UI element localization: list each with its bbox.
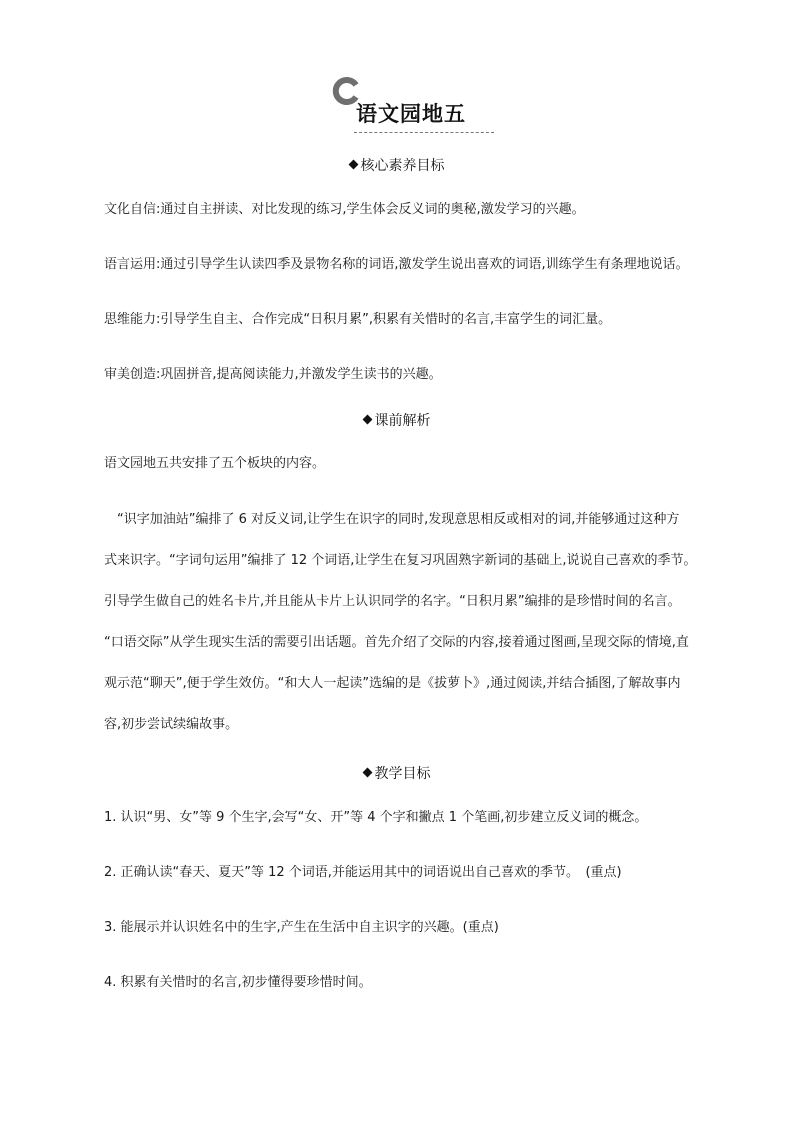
- section-heading-objectives: [0, 763, 794, 783]
- objective-item: 2. 正确认读“春天、夏天”等 12 个词语,并能运用其中的词语说出自己喜欢的季节。 (重点): [104, 865, 622, 880]
- analysis-paragraph: [104, 499, 732, 745]
- section-heading-label: 核心素养目标: [360, 158, 445, 174]
- section-title-banner: [330, 76, 500, 138]
- objective-item: 4. 积累有关惜时的名言,初步懂得要珍惜时间。: [104, 975, 372, 990]
- paragraph-line: “识字加油站”编排了 6 对反义词,让学生在识字的同时,发现意思相反或相对的词,并能够通过这种方: [117, 512, 680, 527]
- paragraph-line: 观示范“聊天”,便于学生效仿。“和大人一起读”选编的是《拔萝卜》,通过阅读,并结合插图,了解故事内: [104, 676, 681, 691]
- literacy-item: 思维能力:引导学生自主、合作完成“日积月累”,积累有关惜时的名言,丰富学生的词汇量。: [104, 312, 612, 327]
- literacy-item: 语言运用:通过引导学生认读四季及景物名称的词语,激发学生说出喜欢的词语,训练学生有条理地说话。: [104, 257, 689, 272]
- diamond-bullet-icon: [348, 160, 358, 170]
- section-heading-analysis: [0, 410, 794, 430]
- literacy-item: 审美创造:巩固拼音,提高阅读能力,并激发学生读书的兴趣。: [104, 367, 442, 382]
- title-dashed-underline: [354, 132, 494, 133]
- analysis-intro: 语文园地五共安排了五个板块的内容。: [104, 456, 326, 471]
- objective-item: 3. 能展示并认识姓名中的生字,产生在生活中自主识字的兴趣。(重点): [104, 920, 499, 935]
- literacy-item: 文化自信:通过自主拼读、对比发现的练习,学生体会反义词的奥秘,激发学习的兴趣。: [104, 202, 585, 217]
- section-heading-literacy: [0, 155, 794, 175]
- paragraph-line: 容,初步尝试续编故事。: [104, 717, 239, 732]
- diamond-bullet-icon: [362, 768, 372, 778]
- diamond-bullet-icon: [362, 415, 372, 425]
- section-heading-label: 课前解析: [374, 413, 431, 429]
- section-heading-label: 教学目标: [374, 766, 431, 782]
- page-title: 语文园地五: [356, 102, 466, 126]
- paragraph-line: 式来识字。“字词句运用”编排了 12 个词语,让学生在复习巩固熟字新词的基础上,说说自己喜欢的季节。: [104, 553, 697, 568]
- paragraph-line: “口语交际”从学生现实生活的需要引出话题。首先介绍了交际的内容,接着通过图画,呈现交际的情境,直: [104, 635, 689, 650]
- paragraph-line: 引导学生做自己的姓名卡片,并且能从卡片上认识同学的名字。“日积月累”编排的是珍惜时间的名言。: [104, 594, 681, 609]
- objective-item: 1. 认识“男、女”等 9 个生字,会写“女、开”等 4 个字和撇点 1 个笔画,初步建立反义词的概念。: [104, 810, 648, 825]
